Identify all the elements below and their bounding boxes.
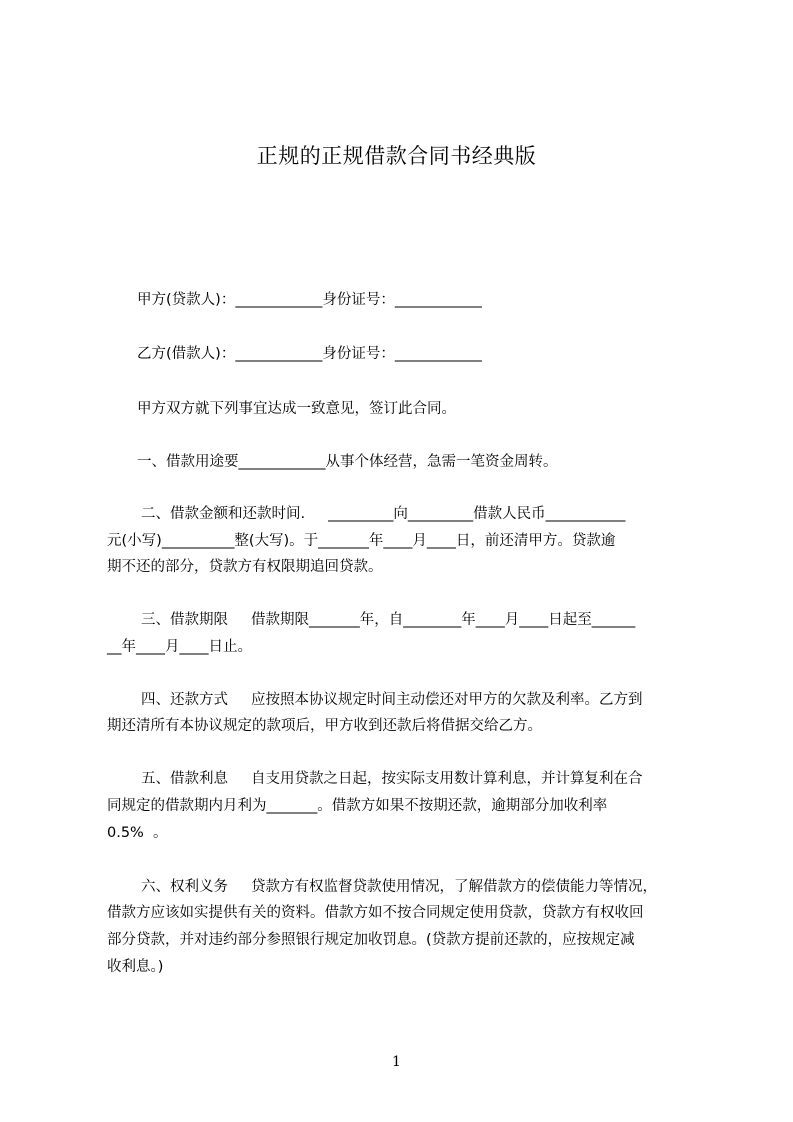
clause-3-line-2: __年____月____日止。 xyxy=(107,639,252,655)
clause-6-line-2: 借款方应该如实提供有关的资料。借款方如不按合同规定使用贷款，贷款方有权收回 xyxy=(107,905,644,921)
document-title: 正规的正规借款合同书经典版 xyxy=(256,144,537,168)
clause-6-line-3: 部分贷款，并对违约部分参照银行规定加收罚息。(贷款方提前还款的，应按规定减 xyxy=(107,932,635,948)
intro-line: 甲方双方就下列事宜达成一致意见，签订此合同。 xyxy=(137,401,456,417)
clause-2-line-3: 期不还的部分，贷款方有权限期追回贷款。 xyxy=(107,559,383,575)
clause-5-line-1: 五、借款利息 自支用贷款之日起，按实际支用数计算利息，并计算复利在合 xyxy=(141,771,643,787)
clause-5-line-2: 同规定的借款期内月利为_______。借款方如果不按期还款，逾期部分加收利率 xyxy=(107,798,608,814)
clause-6-line-4: 收利息。) xyxy=(107,959,164,975)
party-b-line: 乙方(借款人)：____________身份证号：____________ xyxy=(137,346,482,362)
clause-5-line-3: 0.5% 。 xyxy=(107,825,168,841)
clause-6-line-1: 六、权利义务 贷款方有权监督贷款使用情况，了解借款方的偿债能力等情况， xyxy=(141,879,658,895)
page-number: 1 xyxy=(392,1054,401,1070)
clause-1-line: 一、借款用途要____________从事个体经营，急需一笔资金周转。 xyxy=(137,454,558,470)
clause-2-line-2: 元(小写)__________整(大写)。于_______年____月____日，前还清甲方。贷款逾 xyxy=(107,533,616,549)
clause-4-line-1: 四、还款方式 应按照本协议规定时间主动偿还对甲方的欠款及利率。乙方到 xyxy=(141,692,643,708)
party-a-line: 甲方(贷款人)：____________身份证号：____________ xyxy=(137,292,482,308)
clause-4-line-2: 期还清所有本协议规定的款项后，甲方收到还款后将借据交给乙方。 xyxy=(107,718,542,734)
clause-3-line-1: 三、借款期限 借款期限_______年，自________年____月____日起至______ xyxy=(141,612,636,628)
clause-2-line-1: 二、借款金额和还款时间. _________向_________借款人民币___________ xyxy=(141,506,626,522)
